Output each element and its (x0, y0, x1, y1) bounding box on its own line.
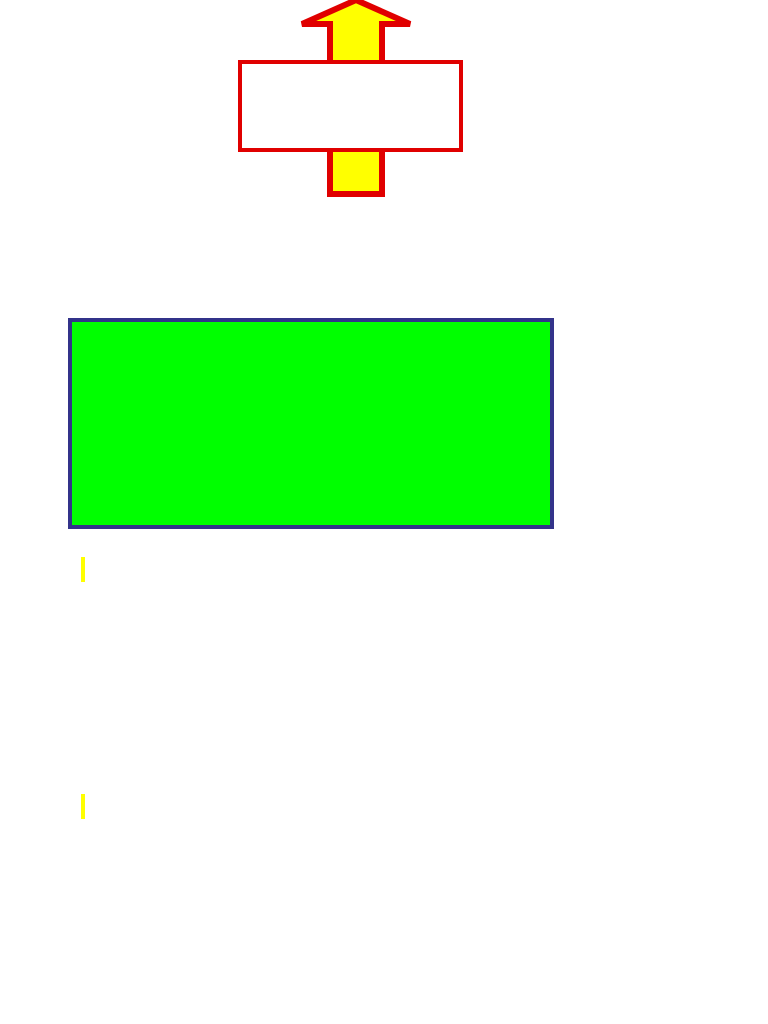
first-instructions-box (68, 318, 554, 529)
step-2-number (81, 794, 85, 819)
step-2 (81, 792, 701, 822)
step-1-number (81, 557, 85, 582)
ribbon-callout (238, 60, 463, 152)
step-1 (81, 555, 701, 585)
